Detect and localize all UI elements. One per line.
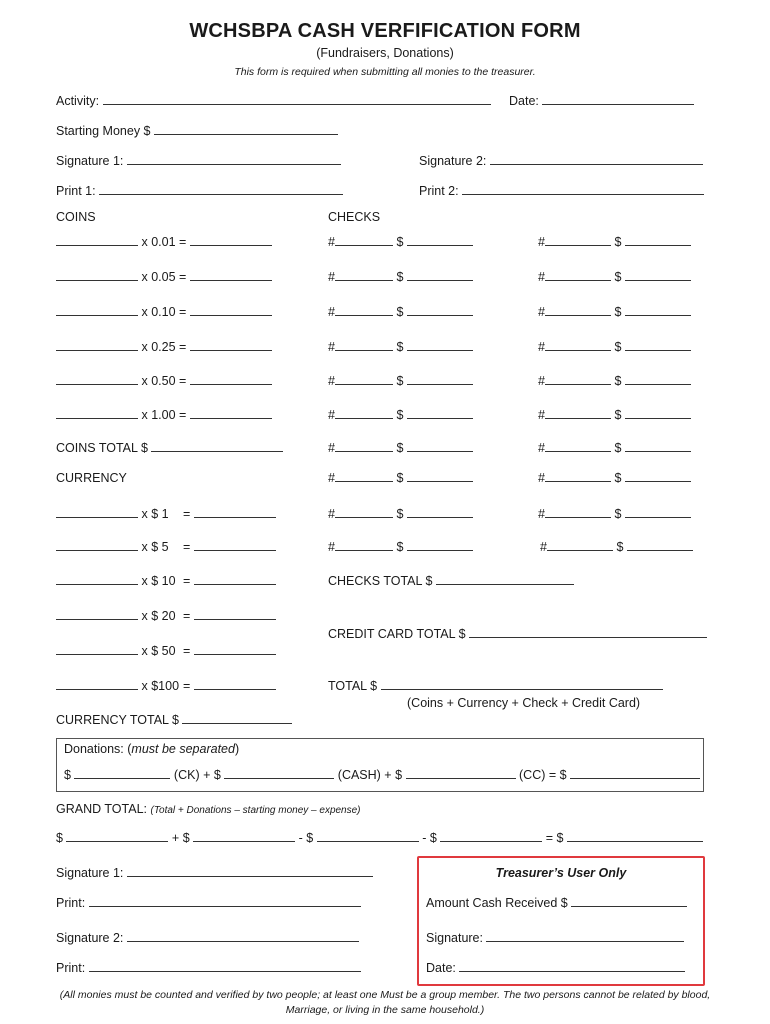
checks-total-row [328,573,574,589]
currency-row [56,539,276,555]
signoff-signature1-field[interactable] [127,865,373,877]
coin-denomination: x 0.50 = [141,374,187,388]
check-dollar: $ [396,270,404,284]
signoff-print1-row [56,895,361,911]
check-number-field[interactable] [335,440,393,452]
check-amount-field[interactable] [407,373,473,385]
coin-row [56,373,272,389]
check-hash: # [328,507,335,521]
treasurer-amount-field[interactable] [571,895,687,907]
coin-amount-field[interactable] [190,304,272,316]
currency-count-field[interactable] [56,608,138,620]
check-hash: # [328,471,335,485]
total-note: (Coins + Currency + Check + Credit Card) [407,696,641,710]
donations-heading [64,741,239,757]
coin-count-field[interactable] [56,234,138,246]
check-entry [538,506,691,522]
check-number-field[interactable] [545,407,611,419]
treasurer-amount-label: Amount Cash Received $ [426,896,568,910]
check-entry [328,339,473,355]
signature1-row [56,153,341,169]
treasurer-date-row [426,960,685,976]
check-dollar: $ [614,441,622,455]
activity-label: Activity: [56,94,100,108]
check-hash: # [538,305,545,319]
donation-cc-field[interactable] [406,767,516,779]
form-subtitle: (Fundraisers, Donations) [316,46,454,60]
check-entry [538,304,691,320]
check-dollar: $ [396,540,404,554]
signature1-field[interactable] [127,153,341,165]
grand-total-label: GRAND TOTAL: [56,802,147,816]
check-dollar: $ [614,270,622,284]
check-dollar: $ [396,305,404,319]
grand-total-total-field[interactable] [66,830,168,842]
total-label: TOTAL $ [328,679,378,693]
check-entry [328,373,473,389]
check-number-field[interactable] [545,234,611,246]
grand-total-donations-field[interactable] [193,830,295,842]
signoff-print2-field[interactable] [89,960,361,972]
grand-total-equals: = $ [545,831,564,845]
signoff-signature2-field[interactable] [127,930,359,942]
currency-amount-field[interactable] [194,539,276,551]
donations-cc-label: (CC) = $ [519,768,567,782]
credit-card-total-label: CREDIT CARD TOTAL $ [328,627,466,641]
currency-equals: = [182,507,191,521]
check-entry [538,234,691,250]
check-entry [328,407,473,423]
check-number-field[interactable] [335,234,393,246]
check-dollar: $ [396,507,404,521]
treasurer-amount-row [426,895,687,911]
print2-row [419,183,704,199]
check-hash: # [328,270,335,284]
check-number-field[interactable] [545,440,611,452]
coin-count-field[interactable] [56,373,138,385]
check-amount-field[interactable] [407,269,473,281]
check-hash: # [328,441,335,455]
check-dollar: $ [614,340,622,354]
coin-denomination: x 0.05 = [141,270,187,284]
check-amount-field[interactable] [407,539,473,551]
check-dollar: $ [396,408,404,422]
coin-amount-field[interactable] [190,234,272,246]
starting-money-field[interactable] [154,123,338,135]
form-title: WCHSBPA CASH VERFIFICATION FORM [189,20,581,42]
check-amount-field[interactable] [625,506,691,518]
coin-denomination: x 1.00 = [141,408,187,422]
currency-denomination: x $100 [141,679,180,693]
currency-amount-field[interactable] [194,573,276,585]
signoff-signature1-row [56,865,373,881]
currency-total-field[interactable] [182,712,292,724]
currency-equals: = [182,644,191,658]
check-hash: # [538,507,545,521]
check-hash: # [540,540,547,554]
donations-cash-label: (CASH) + $ [337,768,403,782]
check-entry [538,470,691,486]
treasurer-signature-field[interactable] [486,930,684,942]
coin-row [56,339,272,355]
check-hash: # [538,408,545,422]
grand-total-formula: (Total + Donations – starting money – expense) [150,805,361,816]
print2-field[interactable] [462,183,704,195]
date-row [509,93,694,109]
check-hash: # [538,235,545,249]
check-amount-field[interactable] [407,506,473,518]
check-number-field[interactable] [335,269,393,281]
currency-count-field[interactable] [56,678,138,690]
check-number-field[interactable] [335,506,393,518]
date-label: Date: [509,94,539,108]
currency-count-field[interactable] [56,539,138,551]
check-number-field[interactable] [545,339,611,351]
coins-total-field[interactable] [151,440,283,452]
check-hash: # [328,408,335,422]
check-number-field[interactable] [335,339,393,351]
check-dollar: $ [616,540,624,554]
check-entry [328,539,473,555]
coin-count-field[interactable] [56,407,138,419]
check-amount-field[interactable] [625,269,691,281]
check-number-field[interactable] [547,539,613,551]
check-amount-field[interactable] [407,407,473,419]
coin-row [56,304,272,320]
treasurer-date-label: Date: [426,961,456,975]
check-hash: # [538,471,545,485]
check-number-field[interactable] [335,407,393,419]
check-number-field[interactable] [335,304,393,316]
currency-count-field[interactable] [56,573,138,585]
check-entry [538,373,691,389]
coin-amount-field[interactable] [190,373,272,385]
check-number-field[interactable] [335,470,393,482]
check-amount-field[interactable] [407,339,473,351]
currency-denomination: x $ 50 [141,644,176,658]
grand-total-result-field[interactable] [567,830,703,842]
check-hash: # [538,441,545,455]
currency-amount-field[interactable] [194,643,276,655]
starting-money-row [56,123,338,139]
treasurer-heading: Treasurer’s User Only [495,866,627,880]
coin-denomination: x 0.25 = [141,340,187,354]
check-number-field[interactable] [545,470,611,482]
check-number-field[interactable] [335,373,393,385]
check-entry [538,440,691,456]
currency-count-field[interactable] [56,506,138,518]
check-hash: # [328,235,335,249]
currency-amount-field[interactable] [194,608,276,620]
check-entry [328,470,473,486]
donations-dollar: $ [64,768,71,782]
check-amount-field[interactable] [625,339,691,351]
currency-amount-field[interactable] [194,506,276,518]
check-hash: # [538,340,545,354]
date-field[interactable] [542,93,694,105]
currency-denomination: x $ 10 [141,574,176,588]
currency-amount-field[interactable] [194,678,276,690]
currency-row [56,573,276,589]
check-dollar: $ [614,374,622,388]
print2-label: Print 2: [419,184,459,198]
check-amount-field[interactable] [625,470,691,482]
check-entry [328,506,473,522]
treasurer-date-field[interactable] [459,960,685,972]
footer-note: (All monies must be counted and verified by two people; at least one Must be a group member. The two persons cannot be related by blood, Marriage, or living in the same household.) [59,989,711,1016]
check-amount-field[interactable] [625,407,691,419]
check-number-field[interactable] [545,304,611,316]
signature1-label: Signature 1: [56,154,124,168]
coin-denomination: x 0.10 = [141,305,187,319]
currency-row [56,608,276,624]
check-amount-field[interactable] [407,470,473,482]
check-number-field[interactable] [335,539,393,551]
grand-total-minus-2: - $ [422,831,437,845]
check-amount-field[interactable] [625,373,691,385]
check-number-field[interactable] [545,373,611,385]
currency-equals: = [182,574,191,588]
coin-amount-field[interactable] [190,269,272,281]
signoff-print2-label: Print: [56,961,86,975]
print1-label: Print 1: [56,184,96,198]
total-row [328,678,663,694]
check-dollar: $ [614,507,622,521]
donations-ck-label: (CK) + $ [173,768,221,782]
currency-equals: = [182,609,191,623]
currency-row [56,643,276,659]
signoff-print1-field[interactable] [89,895,361,907]
donation-total-field[interactable] [570,767,700,779]
check-amount-field[interactable] [625,440,691,452]
check-dollar: $ [396,471,404,485]
donation-check-field[interactable] [74,767,170,779]
checks-total-label: CHECKS TOTAL $ [328,574,433,588]
check-entry [328,269,473,285]
grand-total-expense-field[interactable] [440,830,542,842]
coin-row [56,269,272,285]
print1-row [56,183,343,199]
signature2-field[interactable] [490,153,703,165]
check-entry [538,269,691,285]
grand-total-heading [56,801,361,819]
grand-total-minus-1: - $ [298,831,314,845]
coins-heading: COINS [56,210,96,224]
credit-card-total-field[interactable] [469,626,707,638]
currency-count-field[interactable] [56,643,138,655]
check-hash: # [328,340,335,354]
check-dollar: $ [396,374,404,388]
check-entry [538,407,691,423]
coin-row [56,234,272,250]
check-amount-field[interactable] [407,234,473,246]
donations-label-end: ) [234,742,240,756]
check-dollar: $ [614,471,622,485]
coin-count-field[interactable] [56,339,138,351]
check-entry [328,234,473,250]
currency-denomination: x $ 5 [141,540,169,554]
currency-equals: = [182,540,191,554]
check-dollar: $ [396,235,404,249]
check-dollar: $ [396,340,404,354]
grand-total-dollar: $ [56,831,63,845]
coin-row [56,407,272,423]
form-instruction: This form is required when submitting all monies to the treasurer. [234,66,536,78]
grand-total-plus: + $ [171,831,190,845]
check-entry [328,304,473,320]
check-hash: # [328,305,335,319]
check-hash: # [328,540,335,554]
starting-money-label: Starting Money $ [56,124,151,138]
coins-total-label: COINS TOTAL $ [56,441,148,455]
check-dollar: $ [614,305,622,319]
signoff-signature2-row [56,930,359,946]
treasurer-signature-row [426,930,684,946]
donations-row [64,767,700,783]
donations-label-italic: must be separated [131,742,235,756]
activity-row [56,93,491,109]
signoff-print1-label: Print: [56,896,86,910]
signoff-print2-row [56,960,361,976]
treasurer-signature-label: Signature: [426,931,483,945]
check-dollar: $ [614,408,622,422]
check-amount-field[interactable] [625,234,691,246]
currency-heading: CURRENCY [56,471,127,485]
coin-amount-field[interactable] [190,407,272,419]
check-entry [538,339,691,355]
credit-card-total-row [328,626,707,642]
currency-total-label: CURRENCY TOTAL $ [56,713,179,727]
currency-row [56,506,276,522]
coin-count-field[interactable] [56,304,138,316]
check-entry [540,539,693,555]
grand-total-starting-money-field[interactable] [317,830,419,842]
currency-denomination: x $ 20 [141,609,176,623]
check-amount-field[interactable] [407,304,473,316]
check-number-field[interactable] [545,506,611,518]
check-dollar: $ [396,441,404,455]
check-hash: # [538,270,545,284]
check-entry [328,440,473,456]
check-hash: # [328,374,335,388]
check-number-field[interactable] [545,269,611,281]
checks-heading: CHECKS [328,210,381,224]
check-amount-field[interactable] [407,440,473,452]
check-amount-field[interactable] [627,539,693,551]
print1-field[interactable] [99,183,343,195]
coin-count-field[interactable] [56,269,138,281]
donations-label: Donations: ( [64,742,132,756]
check-amount-field[interactable] [625,304,691,316]
check-dollar: $ [614,235,622,249]
currency-equals: = [182,679,191,693]
signature2-row [419,153,703,169]
signoff-signature2-label: Signature 2: [56,931,124,945]
grand-total-row [56,830,703,846]
coins-total-row [56,440,283,456]
check-hash: # [538,374,545,388]
signature2-label: Signature 2: [419,154,487,168]
coin-amount-field[interactable] [190,339,272,351]
currency-denomination: x $ 1 [141,507,169,521]
coin-denomination: x 0.01 = [141,235,187,249]
donation-cash-field[interactable] [224,767,334,779]
total-field[interactable] [381,678,663,690]
currency-row [56,678,276,694]
signoff-signature1-label: Signature 1: [56,866,124,880]
checks-total-field[interactable] [436,573,574,585]
currency-total-row [56,712,292,728]
activity-field[interactable] [103,93,491,105]
